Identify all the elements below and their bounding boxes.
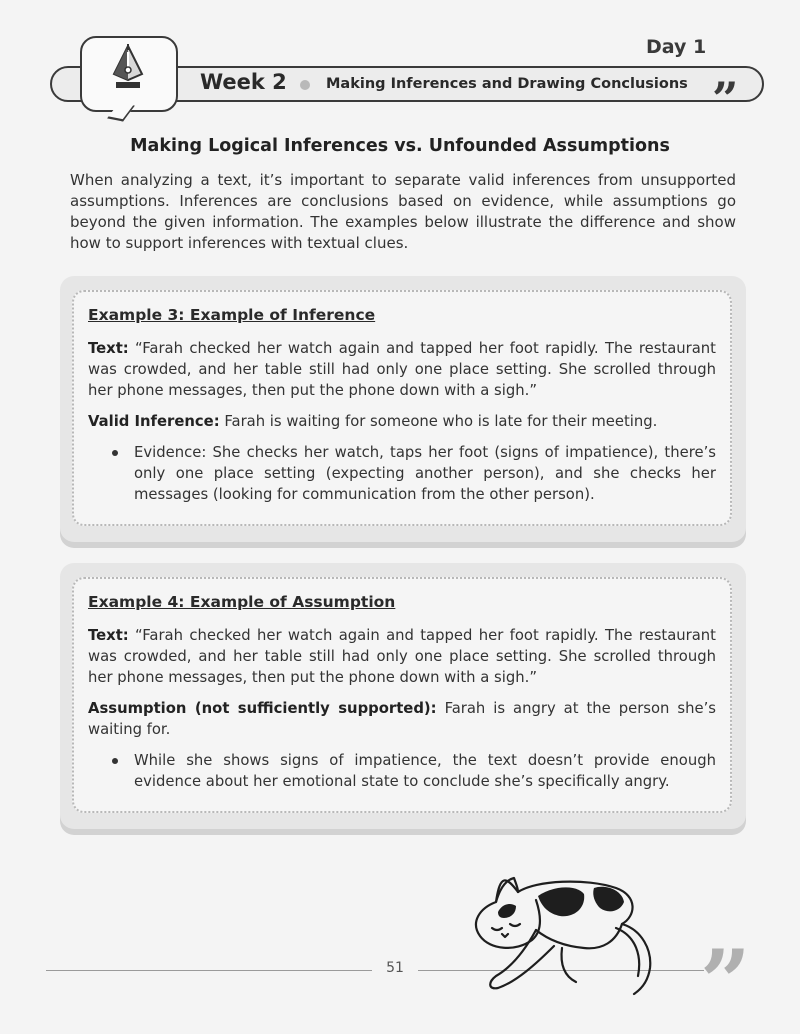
claim-text: Farah is waiting for someone who is late for their meeting. <box>224 413 658 430</box>
text-quote: “Farah checked her watch again and tapped her foot rapidly. The restaurant was crowded, and her table still had only one place setting. She scrolled through her phone messages, then put the phone down with a sigh.” <box>88 340 716 399</box>
example-title: Example 4: Example of Assumption <box>88 593 396 611</box>
claim-label: Assumption (not sufficiently supported): <box>88 700 437 717</box>
example-claim <box>88 698 716 740</box>
intro-paragraph: When analyzing a text, it’s important to separate valid inferences from unsupported assumptions. Inferences are conclusions based on evidence, while assumptions go beyond the given information. The examples below illustrate the difference and show how to support inferences with textual clues. <box>70 171 736 252</box>
separator-dot <box>300 80 310 90</box>
example-card-inner <box>72 290 732 526</box>
example-card-assumption <box>60 563 746 829</box>
week-topic: Making Inferences and Drawing Conclusions <box>326 76 688 92</box>
footer-rule-left <box>46 970 372 971</box>
bullet-text: While she shows signs of impatience, the text doesn’t provide enough evidence about her emotional state to conclude she’s specifically angry. <box>134 752 716 790</box>
example-card-inference <box>60 276 746 542</box>
page-number: 51 <box>386 960 404 976</box>
text-label: Text: <box>88 627 129 644</box>
example-text <box>88 338 716 401</box>
text-label: Text: <box>88 340 129 357</box>
sleeping-cat-illustration <box>466 872 672 998</box>
example-claim <box>88 411 716 432</box>
evidence-bullet <box>88 442 716 505</box>
section-title: Making Logical Inferences vs. Unfounded Assumptions <box>130 136 670 156</box>
example-title: Example 3: Example of Inference <box>88 306 376 324</box>
day-label: Day 1 <box>646 36 707 58</box>
bullet-text: Evidence: She checks her watch, taps her foot (signs of impatience), there’s only one place setting (expecting another person), and she checks her messages (looking for communication from the other person). <box>134 444 716 503</box>
example-card-inner <box>72 577 732 813</box>
claim-text: Farah is angry at the person she’s waiting for. <box>88 700 716 738</box>
explanation-bullet <box>88 750 716 792</box>
pen-nib-icon <box>108 44 148 94</box>
text-quote: “Farah checked her watch again and tapped her foot rapidly. The restaurant was crowded, and her table still had only one place setting. She scrolled through her phone messages, then put the phone down with a sigh.” <box>88 627 716 686</box>
bullet-dot <box>112 758 118 764</box>
bullet-dot <box>112 450 118 456</box>
quote-mark-icon: ” <box>700 930 751 1034</box>
week-label: Week 2 <box>200 70 287 94</box>
quote-mark-icon: ” <box>712 72 739 126</box>
example-text <box>88 625 716 688</box>
claim-label: Valid Inference: <box>88 413 220 430</box>
